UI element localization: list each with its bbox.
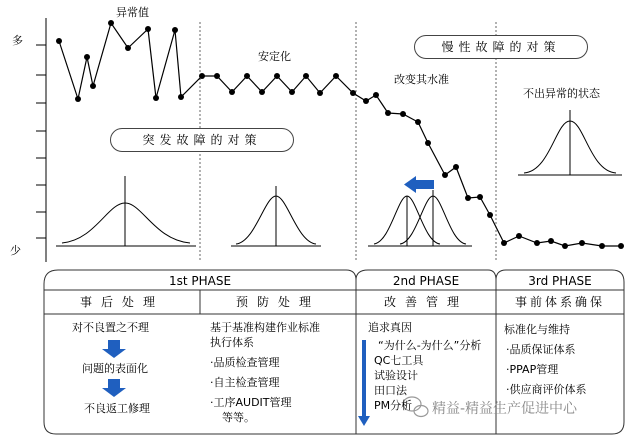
col1-line-3: 不良返工修理 [84, 402, 150, 415]
col2-line-3: ·品质检查管理 [210, 356, 280, 369]
col3-line-5: 田口法 [374, 384, 407, 397]
col2-line-6: 等等。 [222, 411, 255, 424]
y-axis-top-label: 多 [12, 34, 23, 47]
col3-line-2: “为什么-为什么”分析 [378, 339, 482, 352]
down-arrow-2 [102, 379, 126, 397]
improve-level-label: 改变其水准 [394, 73, 449, 86]
shift-arrow [404, 176, 434, 193]
y-axis-bottom-label: 少 [10, 244, 21, 257]
column-header-prevention: 预防处理 [235, 295, 320, 309]
phase-2-tab: 2nd PHASE [392, 274, 460, 288]
down-arrow-1 [102, 340, 126, 358]
phase-3-tab: 3rd PHASE [528, 274, 592, 288]
col4-line-1: 标准化与维持 [504, 323, 570, 336]
col1-line-1: 对不良置之不理 [72, 321, 149, 334]
col4-line-4: ·供应商评价体系 [506, 383, 587, 396]
col4-line-3: ·PPAP管理 [506, 363, 559, 376]
col4-line-2: ·品质保证体系 [506, 343, 576, 356]
abnormal-label: 异常值 [116, 6, 149, 19]
col3-line-6: PM分析 [374, 399, 413, 412]
col2-line-5: ·工序AUDIT管理 [210, 396, 292, 409]
col3-line-1: 追求真因 [368, 321, 412, 334]
phase-1-tab: 1st PHASE [168, 274, 232, 288]
bell-curve-narrow [231, 186, 321, 246]
no-abnormal-label: 不出异常的状态 [523, 87, 600, 100]
column-header-advance-system: 事前体系确保 [514, 295, 605, 309]
col3-line-4: 试验设计 [374, 369, 418, 382]
bell-curve-pair [368, 190, 472, 246]
bell-curve-target [518, 110, 622, 175]
col2-line-2: 执行体系 [210, 336, 254, 349]
col3-line-3: QC七工具 [374, 354, 424, 367]
col2-line-1: 基于基准构建作业标准 [210, 321, 320, 334]
watermark-text: 精益-精益生产促进中心 [432, 401, 578, 417]
col2-list [210, 320, 320, 425]
stabilize-label: 安定化 [258, 50, 291, 63]
chronic-failure-pill: 慢性故障的对策 [414, 35, 588, 59]
y-axis [36, 18, 46, 262]
column-header-after-treatment: 事后处理 [79, 295, 164, 309]
column-header-improvement: 改善管理 [383, 295, 468, 309]
col4-list [504, 322, 587, 397]
col1-line-2: 问题的表面化 [82, 362, 148, 375]
bell-curve-wide [56, 176, 196, 246]
sudden-failure-pill: 突发故障的对策 [110, 128, 294, 152]
col2-line-4: ·自主检查管理 [210, 376, 280, 389]
